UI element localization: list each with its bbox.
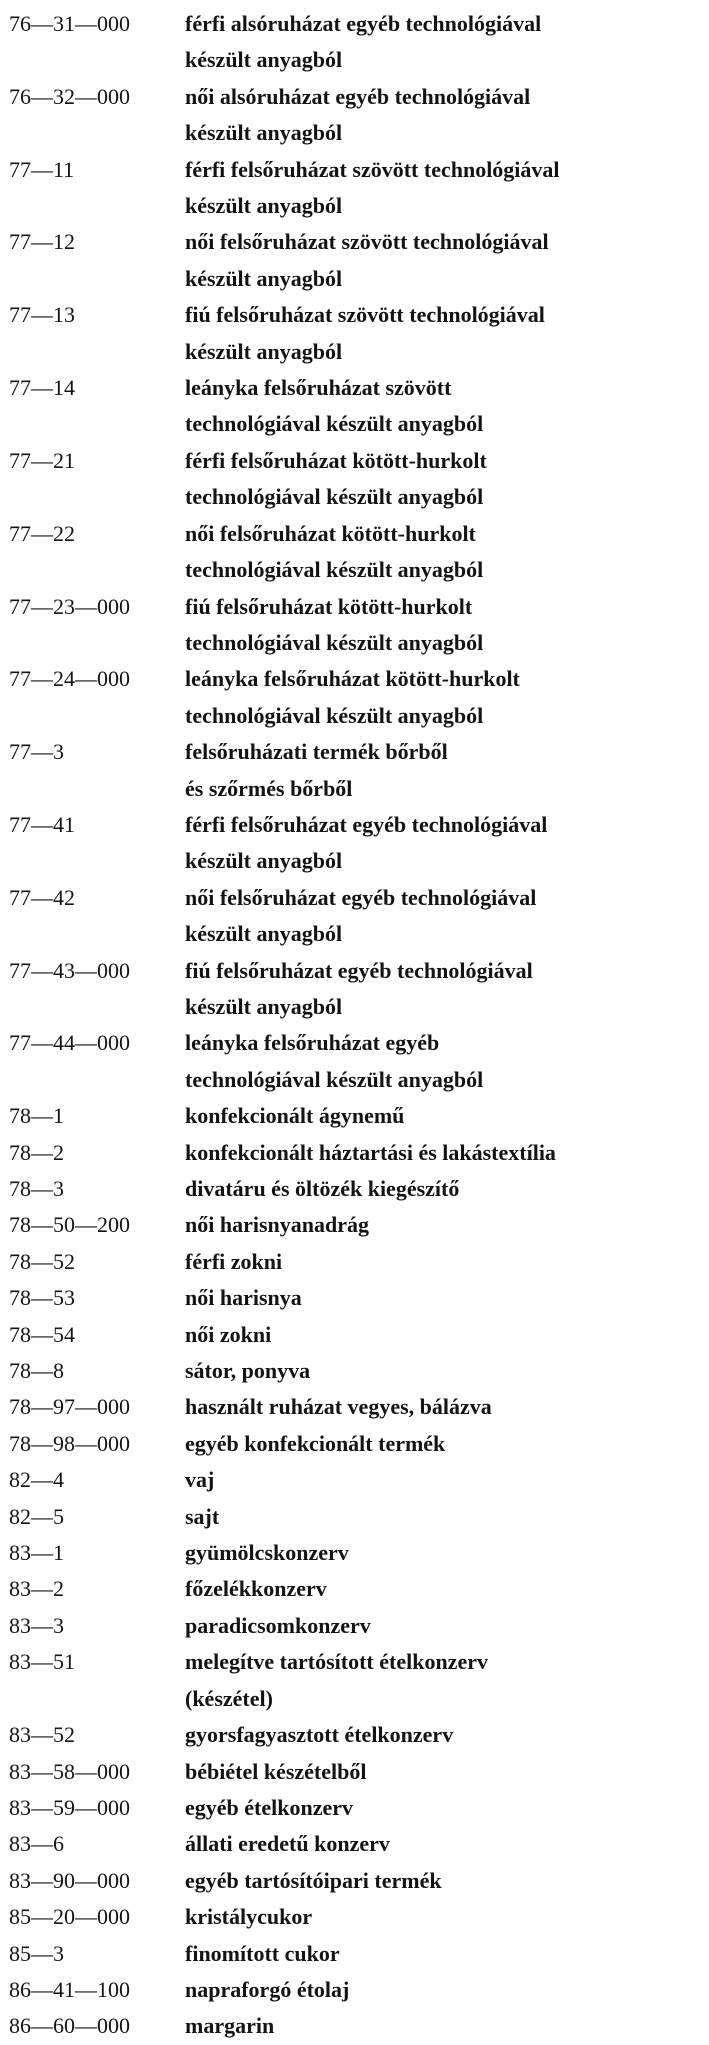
item-description — [185, 1244, 704, 1280]
item-description-line: használt ruházat vegyes, bálázva — [185, 1394, 492, 1420]
item-code: 77—3 — [9, 739, 64, 765]
list-item — [9, 1280, 704, 1316]
item-description-line: fiú felsőruházat szövött technológiával — [185, 302, 545, 328]
item-code: 83—59—000 — [9, 1794, 130, 1820]
item-description-line: női felsőruházat kötött-hurkolt — [185, 520, 476, 546]
item-code: 78—52 — [9, 1248, 75, 1274]
list-item — [9, 297, 704, 370]
item-description-line: egyéb konfekcionált termék — [185, 1430, 446, 1456]
item-description-line: kristálycukor — [185, 1904, 313, 1930]
item-description — [185, 1936, 704, 1972]
item-code: 78—53 — [9, 1285, 75, 1311]
item-description-line: készült anyagból — [185, 338, 343, 364]
item-description — [185, 734, 704, 807]
list-item — [9, 1353, 704, 1389]
item-description-line: technológiával készült anyagból — [185, 702, 484, 728]
item-description-line: női felsőruházat egyéb technológiával — [185, 884, 537, 910]
product-code-list — [9, 6, 704, 2045]
item-description-line: felsőruházati termék bőrből — [185, 739, 448, 765]
item-description-line: technológiával készült anyagból — [185, 484, 484, 510]
list-item — [9, 1717, 704, 1753]
item-description-line: fiú felsőruházat kötött-hurkolt — [185, 593, 473, 619]
item-description-line: férfi alsóruházat egyéb technológiával — [185, 11, 542, 36]
item-description — [185, 1499, 704, 1535]
item-code: 83—6 — [9, 1831, 64, 1857]
item-description-line: készült anyagból — [185, 921, 343, 947]
item-description-line: készült anyagból — [185, 993, 343, 1019]
item-description-line: készült anyagból — [185, 47, 343, 73]
item-description-line: férfi felsőruházat szövött technológiával — [185, 156, 560, 182]
item-code: 82—4 — [9, 1467, 64, 1493]
item-description — [185, 1280, 704, 1316]
item-code: 86—60—000 — [9, 2013, 130, 2039]
item-description-line: egyéb tartósítóipari termék — [185, 1867, 442, 1893]
item-description — [185, 1317, 704, 1353]
list-item — [9, 79, 704, 152]
list-item — [9, 1863, 704, 1899]
item-description — [185, 516, 704, 589]
list-item — [9, 734, 704, 807]
item-code: 77—13 — [9, 302, 75, 328]
item-description-line: technológiával készült anyagból — [185, 557, 484, 583]
item-description-line: konfekcionált háztartási és lakástextília — [185, 1139, 556, 1165]
item-description — [185, 880, 704, 953]
item-description — [185, 2008, 704, 2044]
item-description-line: napraforgó étolaj — [185, 1976, 350, 2002]
item-description — [185, 1353, 704, 1389]
item-description — [185, 661, 704, 734]
item-description-line: női alsóruházat egyéb technológiával — [185, 83, 531, 109]
item-description — [185, 1389, 704, 1425]
item-code: 77—23—000 — [9, 593, 130, 619]
item-description-line: melegítve tartósított ételkonzerv — [185, 1649, 488, 1675]
item-description-line: paradicsomkonzerv — [185, 1612, 371, 1638]
list-item — [9, 152, 704, 225]
list-item — [9, 1499, 704, 1535]
list-item — [9, 1389, 704, 1425]
list-item — [9, 589, 704, 662]
item-code: 77—12 — [9, 229, 75, 255]
item-code: 78—8 — [9, 1358, 64, 1384]
list-item — [9, 1936, 704, 1972]
item-description — [185, 1171, 704, 1207]
item-description-line: gyorsfagyasztott ételkonzerv — [185, 1722, 454, 1748]
item-code: 77—44—000 — [9, 1030, 130, 1056]
item-description — [185, 1644, 704, 1717]
item-description-line: készült anyagból — [185, 193, 343, 219]
item-code: 78—50—200 — [9, 1212, 130, 1238]
item-description-line: női felsőruházat szövött technológiával — [185, 229, 549, 255]
list-item — [9, 1826, 704, 1862]
item-description-line: sátor, ponyva — [185, 1358, 311, 1384]
item-description-line: technológiával készült anyagból — [185, 1066, 484, 1092]
item-description — [185, 1717, 704, 1753]
list-item — [9, 1426, 704, 1462]
item-code: 78—3 — [9, 1176, 64, 1201]
item-description-line: férfi felsőruházat kötött-hurkolt — [185, 447, 487, 473]
item-code: 85—3 — [9, 1940, 64, 1966]
item-code: 76—32—000 — [9, 83, 130, 109]
item-code: 77—22 — [9, 520, 75, 546]
list-item — [9, 224, 704, 297]
item-description — [185, 1098, 704, 1134]
list-item — [9, 2008, 704, 2044]
item-description — [185, 6, 704, 79]
item-code: 83—90—000 — [9, 1867, 130, 1893]
item-description-line: margarin — [185, 2013, 275, 2039]
item-code: 83—51 — [9, 1649, 75, 1675]
item-code: 82—5 — [9, 1503, 64, 1529]
item-description — [185, 1535, 704, 1571]
list-item — [9, 1754, 704, 1790]
item-description — [185, 1863, 704, 1899]
item-description — [185, 297, 704, 370]
list-item — [9, 516, 704, 589]
item-description — [185, 1972, 704, 2008]
item-description-line: fiú felsőruházat egyéb technológiával — [185, 957, 533, 983]
item-description — [185, 1754, 704, 1790]
item-code: 77—43—000 — [9, 957, 130, 983]
list-item — [9, 1972, 704, 2008]
list-item — [9, 1135, 704, 1171]
item-description — [185, 152, 704, 225]
item-code: 86—41—100 — [9, 1976, 130, 2002]
item-description — [185, 370, 704, 443]
item-description — [185, 1462, 704, 1498]
list-item — [9, 880, 704, 953]
list-item — [9, 1462, 704, 1498]
item-description-line: konfekcionált ágynemű — [185, 1103, 405, 1129]
item-description-line: női zokni — [185, 1321, 272, 1347]
item-description-line: finomított cukor — [185, 1940, 340, 1966]
list-item — [9, 1207, 704, 1243]
item-description-line: vaj — [185, 1467, 215, 1493]
item-code: 78—54 — [9, 1321, 75, 1347]
item-description-line: készült anyagból — [185, 848, 343, 874]
item-description — [185, 953, 704, 1026]
item-code: 78—98—000 — [9, 1430, 130, 1456]
item-description — [185, 1826, 704, 1862]
item-description — [185, 79, 704, 152]
item-code: 77—14 — [9, 375, 75, 401]
item-description-line: férfi zokni — [185, 1248, 283, 1274]
list-item — [9, 1608, 704, 1644]
list-item — [9, 807, 704, 880]
item-description — [185, 443, 704, 516]
list-item — [9, 1025, 704, 1098]
list-item — [9, 1899, 704, 1935]
item-description-line: és szőrmés bőrből — [185, 775, 353, 801]
list-item — [9, 1171, 704, 1207]
item-description — [185, 1790, 704, 1826]
item-description — [185, 1899, 704, 1935]
item-code: 77—11 — [9, 156, 75, 182]
item-description — [185, 807, 704, 880]
list-item — [9, 1535, 704, 1571]
item-code: 85—20—000 — [9, 1904, 130, 1930]
item-code: 83—1 — [9, 1540, 64, 1566]
item-code: 77—21 — [9, 447, 75, 473]
list-item — [9, 443, 704, 516]
item-description — [185, 1426, 704, 1462]
item-code: 78—1 — [9, 1103, 64, 1129]
item-description-line: férfi felsőruházat egyéb technológiával — [185, 811, 548, 837]
item-description-line: készült anyagból — [185, 120, 343, 146]
list-item — [9, 1098, 704, 1134]
list-item — [9, 1644, 704, 1717]
item-code: 83—58—000 — [9, 1758, 130, 1784]
item-code: 77—42 — [9, 884, 75, 910]
list-item — [9, 1571, 704, 1607]
list-item — [9, 1317, 704, 1353]
item-description — [185, 1135, 704, 1171]
item-code: 78—2 — [9, 1139, 64, 1165]
item-description-line: állati eredetű konzerv — [185, 1831, 390, 1857]
item-description-line: sajt — [185, 1503, 220, 1529]
item-description-line: technológiával készült anyagból — [185, 411, 484, 437]
item-code: 77—24—000 — [9, 666, 130, 692]
item-code: 83—3 — [9, 1612, 64, 1638]
item-description-line: divatáru és öltözék kiegészítő — [185, 1176, 460, 1201]
item-description — [185, 589, 704, 662]
list-item — [9, 1790, 704, 1826]
item-code: 77—41 — [9, 811, 75, 837]
item-description-line: leányka felsőruházat kötött-hurkolt — [185, 666, 520, 692]
item-code: 83—52 — [9, 1722, 75, 1748]
item-description — [185, 224, 704, 297]
item-description-line: egyéb ételkonzerv — [185, 1794, 353, 1820]
item-description-line: gyümölcskonzerv — [185, 1540, 349, 1566]
item-code: 78—97—000 — [9, 1394, 130, 1420]
item-description-line: leányka felsőruházat egyéb — [185, 1030, 440, 1056]
item-description-line: leányka felsőruházat szövött — [185, 375, 452, 401]
list-item — [9, 6, 704, 79]
item-description-line: (készétel) — [185, 1685, 273, 1711]
list-item — [9, 370, 704, 443]
item-description — [185, 1025, 704, 1098]
item-description-line: bébiétel készételből — [185, 1758, 367, 1784]
list-item — [9, 661, 704, 734]
item-description-line: főzelékkonzerv — [185, 1576, 327, 1602]
item-description-line: női harisnya — [185, 1285, 302, 1311]
item-description — [185, 1608, 704, 1644]
item-description-line: technológiával készült anyagból — [185, 629, 484, 655]
list-item — [9, 953, 704, 1026]
item-code: 83—2 — [9, 1576, 64, 1602]
item-description — [185, 1207, 704, 1243]
item-description-line: készült anyagból — [185, 265, 343, 291]
item-code: 76—31—000 — [9, 11, 130, 36]
list-item — [9, 1244, 704, 1280]
item-description-line: női harisnyanadrág — [185, 1212, 369, 1238]
item-description — [185, 1571, 704, 1607]
